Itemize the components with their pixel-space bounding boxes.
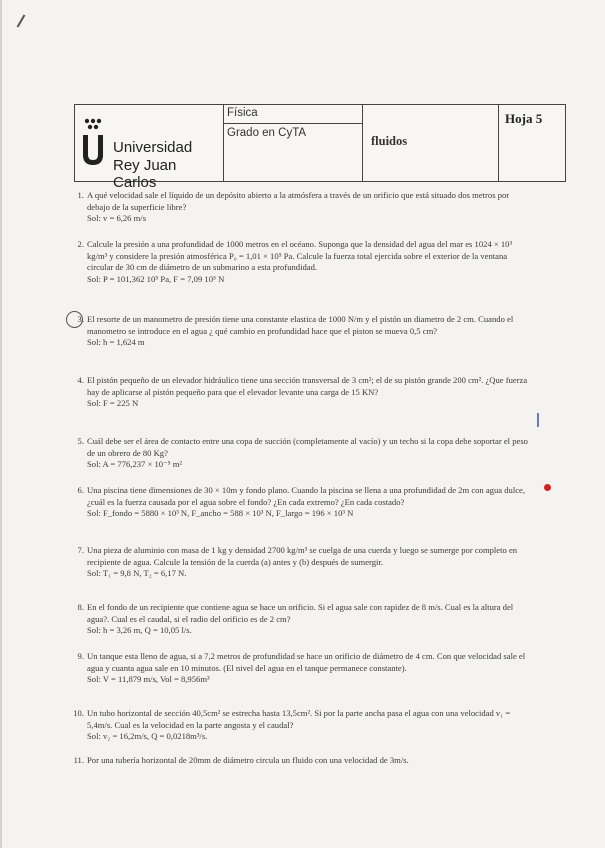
problem-item: [70, 545, 532, 580]
problem-item: [70, 485, 532, 520]
problem-solution: Sol: V = 11,879 m/s, Vol = 8,956m³: [87, 674, 210, 685]
problem-text: Por una tubería horizontal de 20mm de diámetro circula un fluido con una velocidad de 3m/s.: [87, 755, 409, 765]
problem-number: 4.: [77, 375, 84, 385]
problem-number: 3.: [77, 314, 84, 324]
problem-text: Un tubo horizontal de sección 40,5cm² se estrecha hasta 13,5cm². Si por la parte ancha pasa el agua con una velocidad v₁ = 5,4m/s. Cual es la velocidad en la parte angosta y el caudal?: [87, 708, 511, 730]
problem-solution: Sol: h = 3,26 m, Q = 10,05 l/s.: [87, 625, 192, 636]
problem-number: 10.: [73, 708, 84, 718]
problem-text: En el fondo de un recipiente que contiene agua se hace un orificio. Si el agua sale con rapidez de 8 m/s. Cual es la altura del agua?. Cual es el caudal, si el radio del orificio es de 2 cm?: [87, 602, 514, 624]
problem-text: Una piscina tiene dimensiones de 30 × 10m y fondo plano. Cuando la piscina se llena a una profundidad de 2m con agua dulce, ¿cuál es la fuerza causada por el agua sobre el fondo? ¿En cada extremo? ¿En cada costado?: [87, 485, 526, 507]
divider: [224, 123, 362, 124]
problem-text: A qué velocidad sale el líquido de un depósito abierto a la atmósfera a través de un orificio que está situado dos metros por debajo de la superficie libre?: [87, 190, 510, 212]
problem-number: 5.: [77, 436, 84, 446]
problem-text: Una pieza de aluminio con masa de 1 kg y densidad 2700 kg/m³ se cuelga de una cuerda y luego se sumerge por completo en recipiente de agua. Calcule la tensión de la cuerda (a) antes y (b) después de sumergir.: [87, 545, 518, 567]
problem-item: [70, 375, 532, 410]
header-table: [74, 104, 566, 191]
red-dot-mark: [544, 484, 551, 491]
problem-number: 2.: [77, 239, 84, 249]
problem-item: [70, 239, 532, 285]
university-logo: [75, 105, 224, 191]
pen-mark: [17, 14, 26, 27]
problem-solution: Sol: v = 6,26 m/s: [87, 213, 147, 224]
problem-item: [70, 755, 532, 767]
problem-text: Calcule la presión a una profundidad de 1000 metros en el océano. Suponga que la densidad del agua del mar es 1024 × 10³ kg/m³ y considere la presión atmosférica P₀ = 1,01 × 10⁵ Pa. Calcule la fuerza total ejercida sobre el exterior de la ventana circular de 30 cm de diámetro de un submarino a esta profundidad.: [87, 239, 513, 273]
problem-number: 8.: [77, 602, 84, 612]
problem-number: 1.: [77, 190, 84, 200]
problem-solution: Sol: P = 101,362 10⁵ Pa, F = 7,09 10⁵ N: [87, 273, 225, 284]
problem-solution: Sol: h = 1,624 m: [87, 337, 145, 348]
problem-solution: Sol: T₁ = 9,8 N, T₂ = 6,17 N.: [87, 568, 187, 579]
problem-solution: Sol: F_fondo = 5880 × 10³ N, F_ancho = 588 × 10³ N, F_largo = 196 × 10³ N: [87, 508, 354, 519]
problem-text: El pistón pequeño de un elevador hidráulico tiene una sección transversal de 3 cm²; el de su pistón grande 200 cm². ¿Que fuerza hay de aplicarse al pistón pequeño para que el elevador levante una carga de 15 KN?: [87, 375, 528, 397]
problem-item: [70, 602, 532, 637]
problem-number: 11.: [73, 755, 84, 765]
problem-text: El resorte de un manometro de presión tiene una constante elastica de 1000 N/m y el pistón un diametro de 2 cm. Cuando el manometro se introduce en el agua ¿ qué cambio en profundidad hace que el piston se mueva 0,5 cm?: [87, 314, 514, 336]
problem-solution: Sol: A = 776,237 × 10⁻⁵ m²: [87, 459, 183, 470]
degree-label: Grado en CyTA: [227, 127, 307, 139]
course-cell: [224, 105, 363, 181]
pen-stroke-mark: [537, 413, 539, 427]
problem-number: 7.: [77, 545, 84, 555]
problem-solution: Sol: v₂ = 16,2m/s, Q = 0,0218m³/s.: [87, 731, 208, 742]
sheet-cell: [498, 105, 565, 181]
topic-title: fluidos: [371, 134, 408, 148]
problem-solution: Sol: F = 225 N: [87, 398, 139, 409]
problem-text: Cuál debe ser el área de contacto entre una copa de succión (completamente al vacío) y un techo si la copa debe soportar el peso de un obrero de 80 Kg?: [87, 436, 528, 458]
university-name-line2: Rey Juan Carlos: [113, 157, 177, 191]
urjc-logo-icon: [79, 117, 107, 169]
problem-text: Un tanque esta lleno de agua, si a 7,2 metros de profundidad se hace un orificio de diámetro de 4 cm. Con que velocidad sale el agua y cuanta agua sale en 10 minutos. (El nivel del agua en el tanque permanece constante).: [87, 651, 526, 673]
sheet-number: Hoja 5: [505, 111, 543, 126]
problem-item: [70, 436, 532, 471]
subject-label: Física: [227, 107, 258, 119]
problem-item: [70, 651, 532, 686]
problem-number: 6.: [77, 485, 84, 495]
problem-number: 9.: [77, 651, 84, 661]
topic-cell: [363, 105, 498, 181]
problem-item: [70, 314, 532, 349]
handwritten-circle-mark: [66, 311, 83, 328]
university-name-line1: Universidad: [113, 139, 193, 156]
problem-item: [70, 190, 532, 225]
problem-item: [70, 708, 532, 743]
scan-edge: [0, 0, 2, 848]
